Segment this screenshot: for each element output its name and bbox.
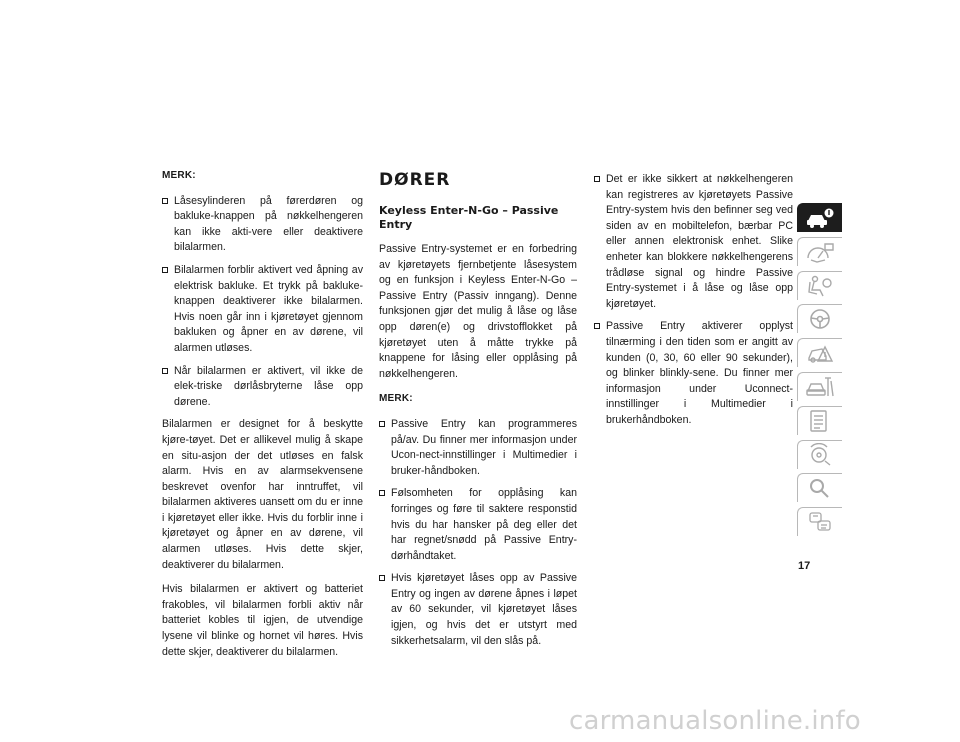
note-label: MERK: (162, 170, 196, 181)
tab-multimedia[interactable] (797, 440, 842, 469)
paragraph: Bilalarmen er designet for å beskytte kjøre-tøyet. Det er allikevel mulig å skape en situ-asjon der det utløses en falsk alarm. Hvis en av alarmsekvensene beskrevet ovenfor har inntruffet, vil bilalarmen aktiveres uansett om du er inne i kjøretøyet eller ikke. Hvis du forblir inne i kjøretøyet og åpner en av dørene, vil alarmen utløses. Hvis dette skjer, deaktiverer du bilalarmen. (162, 418, 363, 571)
tab-steering-wheel[interactable] (797, 304, 842, 333)
middle-column (379, 170, 577, 656)
section-subtitle: Keyless Enter-N-Go – Passive Entry (379, 204, 559, 231)
checkbox-bullet-icon (162, 198, 168, 204)
airbag-seat-icon (805, 274, 835, 298)
page-number: 17 (798, 560, 811, 572)
tab-car-service[interactable] (797, 372, 842, 401)
car-emergency-icon (805, 341, 835, 365)
watermark: carmanualsonline.info (569, 706, 861, 736)
specifications-icon (805, 409, 835, 433)
checkbox-bullet-icon (594, 176, 600, 182)
car-service-icon (805, 375, 835, 399)
list-item: Bilalarmen forblir aktivert ved åpning av elektrisk bakluke. Et trykk på bakluke-knappen deaktiverer ikke bilalarmen. Hvis noen går inn i kjøretøyet gjennom bakluken og åpner en av dørene, vil alarmen utløses. (162, 263, 363, 357)
right-column (594, 172, 793, 436)
section-title: DØRER (379, 170, 451, 190)
checkbox-bullet-icon (594, 323, 600, 329)
checkbox-bullet-icon (379, 421, 385, 427)
list-item: Passive Entry aktiverer opplyst tilnærming i den tiden som er angitt av kunden (0, 30, 60 eller 90 sekunder), og blinker blinkly-sene. Du finner mer informasjon under Uconnect-innstillinger i Multimedier i brukerhåndboken. (594, 319, 793, 428)
checkbox-bullet-icon (162, 267, 168, 273)
tab-dashboard-warning[interactable] (797, 237, 842, 266)
paragraph: Passive Entry-systemet er en forbedring av kjøretøyets fjernbetjente låsesystem og en funksjon i Keyless Enter-N-Go – Passive Entry (Passiv inngang). Denne funksjonen gjør det mulig å låse og låse opp døren(e) og drivstofflokket på kjøretøyet uten å måtte trykke på knappene for låsing eller opplåsing på nøkkelhengeren. (379, 243, 577, 380)
list-item: Når bilalarmen er aktivert, vil ikke de elek-triske dørlåsbryterne låse opp dørene. (162, 364, 363, 411)
tab-car-emergency[interactable] (797, 338, 842, 367)
checkbox-bullet-icon (379, 490, 385, 496)
note-list (594, 172, 793, 429)
list-item: Hvis kjøretøyet låses opp av Passive Entry og ingen av dørene åpnes i løpet av 60 sekunder, vil kjøretøyet låses igjen, og hvis det er utstyrt med sikkerhetsalarm, vil den slås på. (379, 571, 577, 649)
tab-car-info[interactable] (797, 203, 842, 232)
note-label: MERK: (379, 393, 413, 405)
list-item: Passive Entry kan programmeres på/av. Du finner mer informasjon under Ucon-nect-innstillinger i Multimedier i bruker-håndboken. (379, 417, 577, 479)
dashboard-warning-icon (805, 240, 835, 264)
language-icon (805, 510, 835, 534)
car-info-icon (805, 206, 835, 230)
left-column (162, 168, 363, 669)
list-item: Følsomheten for opplåsing kan forringes og føre til saktere responstid hvis du har hansker på deg eller det har regnet/snødd på Passive Entry-dørhåndtaket. (379, 486, 577, 564)
checkbox-bullet-icon (379, 575, 385, 581)
multimedia-icon (805, 443, 835, 467)
note-list (162, 194, 363, 411)
note-list (379, 417, 577, 649)
search-index-icon (805, 476, 835, 500)
chapter-tabs (797, 203, 842, 541)
checkbox-bullet-icon (162, 368, 168, 374)
tab-search-index[interactable] (797, 473, 842, 502)
tab-airbag-seat[interactable] (797, 271, 842, 300)
tab-language[interactable] (797, 507, 842, 536)
list-item: Det er ikke sikkert at nøkkelhengeren kan registreres av kjøretøyets Passive Entry-system hvis den befinner seg ved siden av en mobiltelefon, bærbar PC eller annen elektronisk enhet. Slike enheter kan blokkere nøkkelhengerens trådløse signal og hindre Passive Entry-systemet i å låse og låse opp kjøretøyet. (594, 172, 793, 312)
paragraph: Hvis bilalarmen er aktivert og batteriet frakobles, vil bilalarmen forbli aktiv når batteriet kobles til igjen, de utvendige lysene vil blinke og hornet vil høres. Hvis dette skjer, deaktiverer du bilalarmen. (162, 583, 363, 658)
steering-wheel-icon (805, 307, 835, 331)
list-item: Låsesylinderen på førerdøren og bakluke-knappen på nøkkelhengeren kan ikke akti-vere eller deaktivere bilalarmen. (162, 194, 363, 256)
tab-specifications[interactable] (797, 406, 842, 435)
